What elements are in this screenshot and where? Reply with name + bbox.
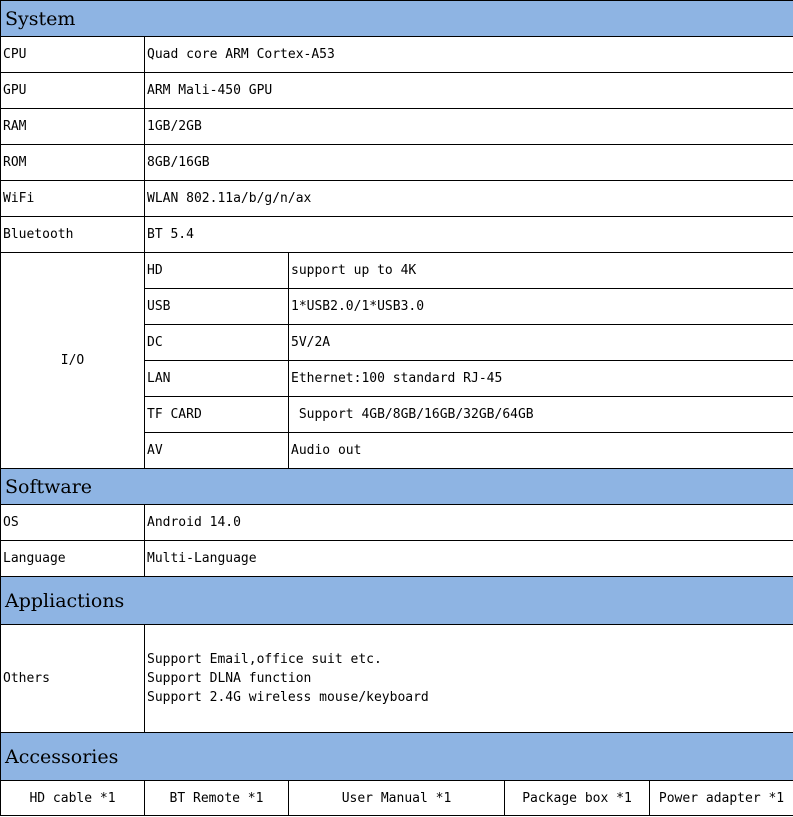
row-label: OS [1,505,145,541]
section-title-applications: Appliactions [1,577,793,625]
table-row [1,109,793,145]
row-label: WiFi [1,181,145,217]
io-label: I/O [1,253,145,469]
io-value: Audio out [289,433,793,469]
io-row [1,253,793,289]
io-name: LAN [145,361,289,397]
io-value: 5V/2A [289,325,793,361]
accessory-item: Power adapter *1 [658,790,785,806]
others-line: Support Email,office suit etc. [147,652,382,667]
accessory-item: BT Remote *1 [145,781,289,816]
row-value: WLAN 802.11a/b/g/n/ax [145,181,793,217]
io-name: HD [145,253,289,289]
section-title-software: Software [1,469,793,505]
section-title-accessories: Accessories [1,733,793,781]
table-row [1,145,793,181]
accessory-item: Package box *1 [505,781,650,815]
row-value: 8GB/16GB [145,145,793,181]
accessory-item: User Manual *1 [289,781,505,816]
io-value: Support 4GB/8GB/16GB/32GB/64GB [289,397,793,433]
io-name: USB [145,289,289,325]
row-value: Multi-Language [145,541,793,577]
accessory-item: HD cable *1 [1,781,145,816]
accessory-item-group [505,781,793,816]
row-label: Bluetooth [1,217,145,253]
others-line: Support 2.4G wireless mouse/keyboard [147,690,429,705]
others-line: Support DLNA function [147,671,312,686]
table-row [1,181,793,217]
row-value: 1GB/2GB [145,109,793,145]
row-label: RAM [1,109,145,145]
row-label: GPU [1,73,145,109]
others-value [145,625,793,733]
accessories-row [1,781,793,816]
section-header-software [1,469,793,505]
table-row [1,73,793,109]
row-value: Android 14.0 [145,505,793,541]
row-label: Language [1,541,145,577]
io-value: 1*USB2.0/1*USB3.0 [289,289,793,325]
io-name: DC [145,325,289,361]
io-value: support up to 4K [289,253,793,289]
others-label: Others [1,625,145,733]
table-row [1,505,793,541]
io-name: TF CARD [145,397,289,433]
row-value: Quad core ARM Cortex-A53 [145,37,793,73]
section-header-applications [1,577,793,625]
section-header-system [1,1,793,37]
row-label: ROM [1,145,145,181]
row-label: CPU [1,37,145,73]
row-value: ARM Mali-450 GPU [145,73,793,109]
table-row [1,217,793,253]
table-row [1,37,793,73]
section-header-accessories [1,733,793,781]
table-row [1,625,793,733]
io-name: AV [145,433,289,469]
table-row [1,541,793,577]
io-value: Ethernet:100 standard RJ-45 [289,361,793,397]
section-title-system: System [1,1,793,37]
row-value: BT 5.4 [145,217,793,253]
